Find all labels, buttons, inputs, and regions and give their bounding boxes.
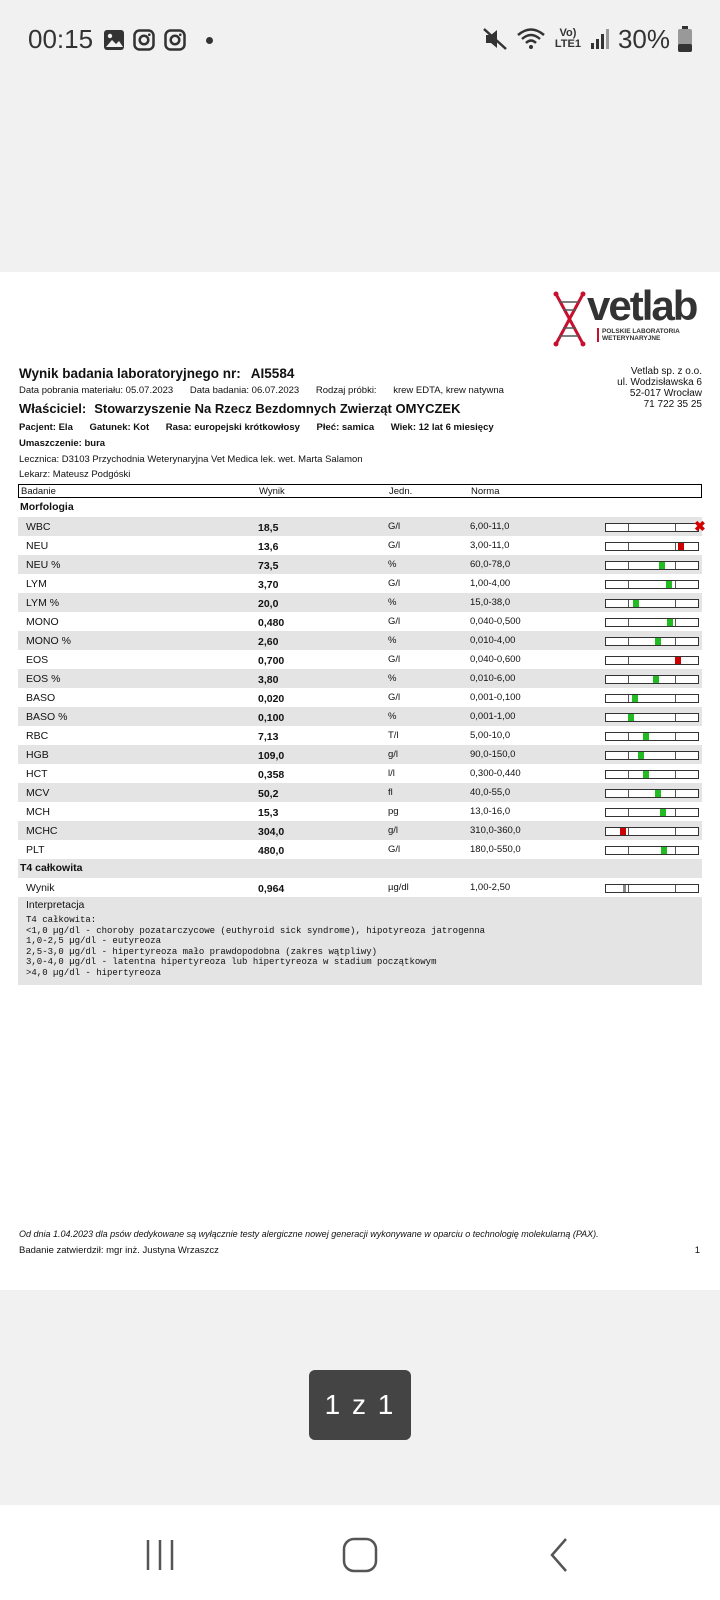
test-result: 480,0: [258, 845, 285, 857]
company-address: Vetlab sp. z o.o. ul. Wodzisławska 6 52-017 Wrocław 71 722 35 25: [617, 366, 702, 410]
test-name: LYM %: [26, 597, 60, 609]
table-header: Badanie Wynik Jedn. Norma: [18, 484, 702, 498]
test-unit: pg: [388, 806, 399, 817]
test-result: 73,5: [258, 560, 279, 572]
range-marker: [659, 562, 665, 569]
test-unit: T/l: [388, 730, 399, 741]
range-marker: [678, 543, 684, 550]
test-unit: G/l: [388, 540, 401, 551]
vetlab-logo: [553, 282, 703, 352]
test-norm: 6,00-11,0: [470, 521, 510, 532]
clock: 00:15: [28, 24, 94, 54]
range-indicator: [605, 808, 699, 817]
test-result: 0,358: [258, 769, 285, 781]
test-result: 0,480: [258, 617, 285, 629]
table-row: [18, 726, 702, 745]
test-result: 0,020: [258, 693, 285, 705]
range-indicator: [605, 694, 699, 703]
test-result: 0,964: [258, 883, 285, 895]
test-name: BASO %: [26, 711, 68, 723]
table-row: [18, 707, 702, 726]
test-name: WBC: [26, 521, 51, 533]
network-type: Vo) LTE1: [554, 27, 581, 50]
home-icon[interactable]: [340, 1535, 380, 1575]
range-indicator: [605, 599, 699, 608]
test-unit: G/l: [388, 578, 401, 589]
test-result: 304,0: [258, 826, 285, 838]
footnote: Od dnia 1.04.2023 dla psów dedykowane są wyłącznie testy alergiczne nowej generacji wykonywane w oparciu o technologię molekularną (PAX).: [19, 1229, 599, 1239]
test-norm: 90,0-150,0: [470, 749, 516, 760]
test-norm: 0,040-0,500: [470, 616, 521, 627]
report-number: AI5584: [250, 366, 295, 381]
range-marker: [655, 638, 661, 645]
range-marker: [655, 790, 661, 797]
test-result: 3,80: [258, 674, 279, 686]
range-marker: [653, 676, 659, 683]
range-marker: [623, 885, 626, 892]
test-name: RBC: [26, 730, 49, 742]
clinic: Lecznica: D3103 Przychodnia Weterynaryjna Vet Medica lek. wet. Marta Salamon: [19, 454, 363, 465]
test-unit: %: [388, 635, 397, 646]
owner: Właściciel: Stowarzyszenie Na Rzecz Bezdomnych Zwierząt OMYCZEK: [19, 401, 461, 416]
battery-icon: [678, 26, 692, 52]
back-icon[interactable]: [540, 1535, 580, 1575]
test-unit: fl: [388, 787, 393, 798]
logo-subtitle: POLSKIE LABORATORIA WETERYNARYJNE: [597, 328, 697, 342]
test-name: MCH: [26, 806, 50, 818]
table-row: [18, 555, 702, 574]
test-unit: µg/dl: [388, 882, 409, 893]
range-indicator: [605, 789, 699, 798]
battery-percent: 30%: [617, 23, 670, 54]
test-name: MONO: [26, 616, 59, 628]
range-indicator: [605, 732, 699, 741]
test-unit: G/l: [388, 654, 401, 665]
patient-info: Pacjent: Ela Gatunek: Kot Rasa: europejski krótkowłosy Płeć: samica Wiek: 12 lat 6 miesięcy: [19, 422, 494, 433]
test-norm: 1,00-4,00: [470, 578, 511, 589]
range-marker: [633, 600, 639, 607]
test-unit: G/l: [388, 616, 401, 627]
test-result: 109,0: [258, 750, 285, 762]
table-row: [18, 764, 702, 783]
test-unit: G/l: [388, 692, 401, 703]
test-unit: g/l: [388, 749, 399, 760]
interpretation: [18, 897, 702, 985]
range-indicator: [605, 884, 699, 893]
range-marker: [667, 619, 673, 626]
test-result: 50,2: [258, 788, 279, 800]
test-norm: 180,0-550,0: [470, 844, 521, 855]
range-marker: [666, 581, 672, 588]
table-row: [18, 593, 702, 612]
out-of-range-icon: ✖: [694, 518, 706, 534]
test-norm: 60,0-78,0: [470, 559, 511, 570]
instagram-icon: [133, 29, 155, 51]
table-row: [18, 631, 702, 650]
test-norm: 1,00-2,50: [470, 882, 511, 893]
test-result: 18,5: [258, 522, 279, 534]
test-name: MCHC: [26, 825, 58, 837]
test-unit: g/l: [388, 825, 399, 836]
test-name: HCT: [26, 768, 48, 780]
test-unit: %: [388, 559, 397, 570]
range-indicator: [605, 827, 699, 836]
test-name: LYM: [26, 578, 47, 590]
report-meta: Data pobrania materiału: 05.07.2023 Data badania: 06.07.2023 Rodzaj próbki: krew EDTA, krew natywna: [19, 385, 504, 396]
test-norm: 0,001-0,100: [470, 692, 521, 703]
table-row: [18, 745, 702, 764]
test-norm: 40,0-55,0: [470, 787, 511, 798]
results-table: [18, 484, 706, 985]
signal-icon: [590, 28, 610, 50]
wifi-icon: [516, 26, 546, 52]
table-row: [18, 783, 702, 802]
approved-by: Badanie zatwierdził: mgr inż. Justyna Wrzaszcz: [19, 1245, 219, 1256]
range-marker: [661, 847, 667, 854]
table-row: [18, 612, 702, 631]
range-indicator: [605, 523, 699, 532]
test-norm: 0,300-0,440: [470, 768, 521, 779]
test-name: NEU %: [26, 559, 61, 571]
table-row: [18, 650, 702, 669]
test-unit: l/l: [388, 768, 395, 779]
range-marker: [643, 771, 649, 778]
test-norm: 5,00-10,0: [470, 730, 511, 741]
logo-text: vetlab: [587, 282, 697, 329]
table-row: [18, 517, 706, 536]
range-marker: [638, 752, 644, 759]
range-indicator: [605, 713, 699, 722]
range-marker: [620, 828, 626, 835]
test-name: HGB: [26, 749, 49, 761]
table-row: [18, 840, 702, 859]
interpretation-line: 2,5-3,0 µg/dl - hipertyreoza mało prawdopodobna (zakres wątpliwy): [26, 946, 378, 957]
table-row: [18, 574, 702, 593]
table-row: [18, 688, 702, 707]
status-bar: [0, 0, 720, 58]
test-result: 15,3: [258, 807, 279, 819]
test-norm: 310,0-360,0: [470, 825, 521, 836]
notification-dot: [206, 37, 213, 44]
test-unit: %: [388, 597, 397, 608]
test-unit: G/l: [388, 521, 401, 532]
test-name: MONO %: [26, 635, 71, 647]
range-indicator: [605, 846, 699, 855]
test-name: NEU: [26, 540, 49, 552]
test-name: EOS %: [26, 673, 61, 685]
test-result: 13,6: [258, 541, 279, 553]
interpretation-title: Interpretacja: [26, 899, 85, 911]
test-result: 0,700: [258, 655, 285, 667]
range-indicator: [605, 637, 699, 646]
test-norm: 0,040-0,600: [470, 654, 521, 665]
test-norm: 15,0-38,0: [470, 597, 511, 608]
range-indicator: [605, 770, 699, 779]
section-morphology: Morfologia: [20, 501, 74, 513]
range-indicator: [605, 580, 699, 589]
table-row: [18, 536, 702, 555]
doctor: Lekarz: Mateusz Podgóski: [19, 469, 131, 480]
navigation-bar: [0, 1505, 720, 1600]
test-result: 7,13: [258, 731, 279, 743]
section-t4: T4 całkowita: [18, 859, 702, 878]
test-result: 2,60: [258, 636, 279, 648]
test-name: Wynik: [26, 882, 55, 894]
pdf-page[interactable]: [0, 272, 720, 1290]
instagram-icon: [164, 29, 186, 51]
page-indicator: 1 z 1: [309, 1370, 411, 1440]
test-norm: 0,010-6,00: [470, 673, 516, 684]
report-title: Wynik badania laboratoryjnego nr: AI5584: [19, 366, 295, 381]
test-name: PLT: [26, 844, 45, 856]
test-name: MCV: [26, 787, 50, 799]
test-result: 3,70: [258, 579, 279, 591]
range-marker: [632, 695, 638, 702]
test-unit: %: [388, 711, 397, 722]
range-indicator: [605, 542, 699, 551]
interpretation-line: <1,0 µg/dl - choroby pozatarczycowe (euthyroid sick syndrome), hipotyreoza jatrogenna: [26, 925, 486, 936]
test-norm: 0,001-1,00: [470, 711, 516, 722]
test-unit: G/l: [388, 844, 401, 855]
test-norm: 0,010-4,00: [470, 635, 516, 646]
test-unit: %: [388, 673, 397, 684]
range-indicator: [605, 656, 699, 665]
range-marker: [660, 809, 666, 816]
range-indicator: [605, 618, 699, 627]
range-indicator: [605, 751, 699, 760]
page-number: 1: [694, 1245, 700, 1256]
table-row: [18, 821, 702, 840]
range-marker: [628, 714, 634, 721]
table-row: [18, 669, 702, 688]
test-norm: 3,00-11,0: [470, 540, 510, 551]
range-indicator: [605, 675, 699, 684]
range-marker: [643, 733, 649, 740]
mute-icon: [482, 27, 508, 51]
coat-color: Umaszczenie: bura: [19, 438, 106, 449]
interpretation-line: T4 całkowita:: [26, 915, 97, 925]
test-norm: 13,0-16,0: [470, 806, 511, 817]
table-row: [18, 878, 702, 897]
recent-apps-icon[interactable]: [140, 1535, 180, 1575]
test-name: BASO: [26, 692, 56, 704]
gallery-icon: [103, 29, 125, 51]
table-row: [18, 802, 702, 821]
range-indicator: [605, 561, 699, 570]
interpretation-line: 3,0-4,0 µg/dl - latentna hipertyreoza lub hipertyreoza w stadium początkowym: [26, 957, 437, 967]
range-marker: [675, 657, 681, 664]
test-result: 0,100: [258, 712, 285, 724]
test-result: 20,0: [258, 598, 279, 610]
interpretation-line: 1,0-2,5 µg/dl - eutyreoza: [26, 936, 162, 946]
interpretation-line: >4,0 µg/dl - hipertyreoza: [26, 967, 162, 978]
test-name: EOS: [26, 654, 49, 666]
